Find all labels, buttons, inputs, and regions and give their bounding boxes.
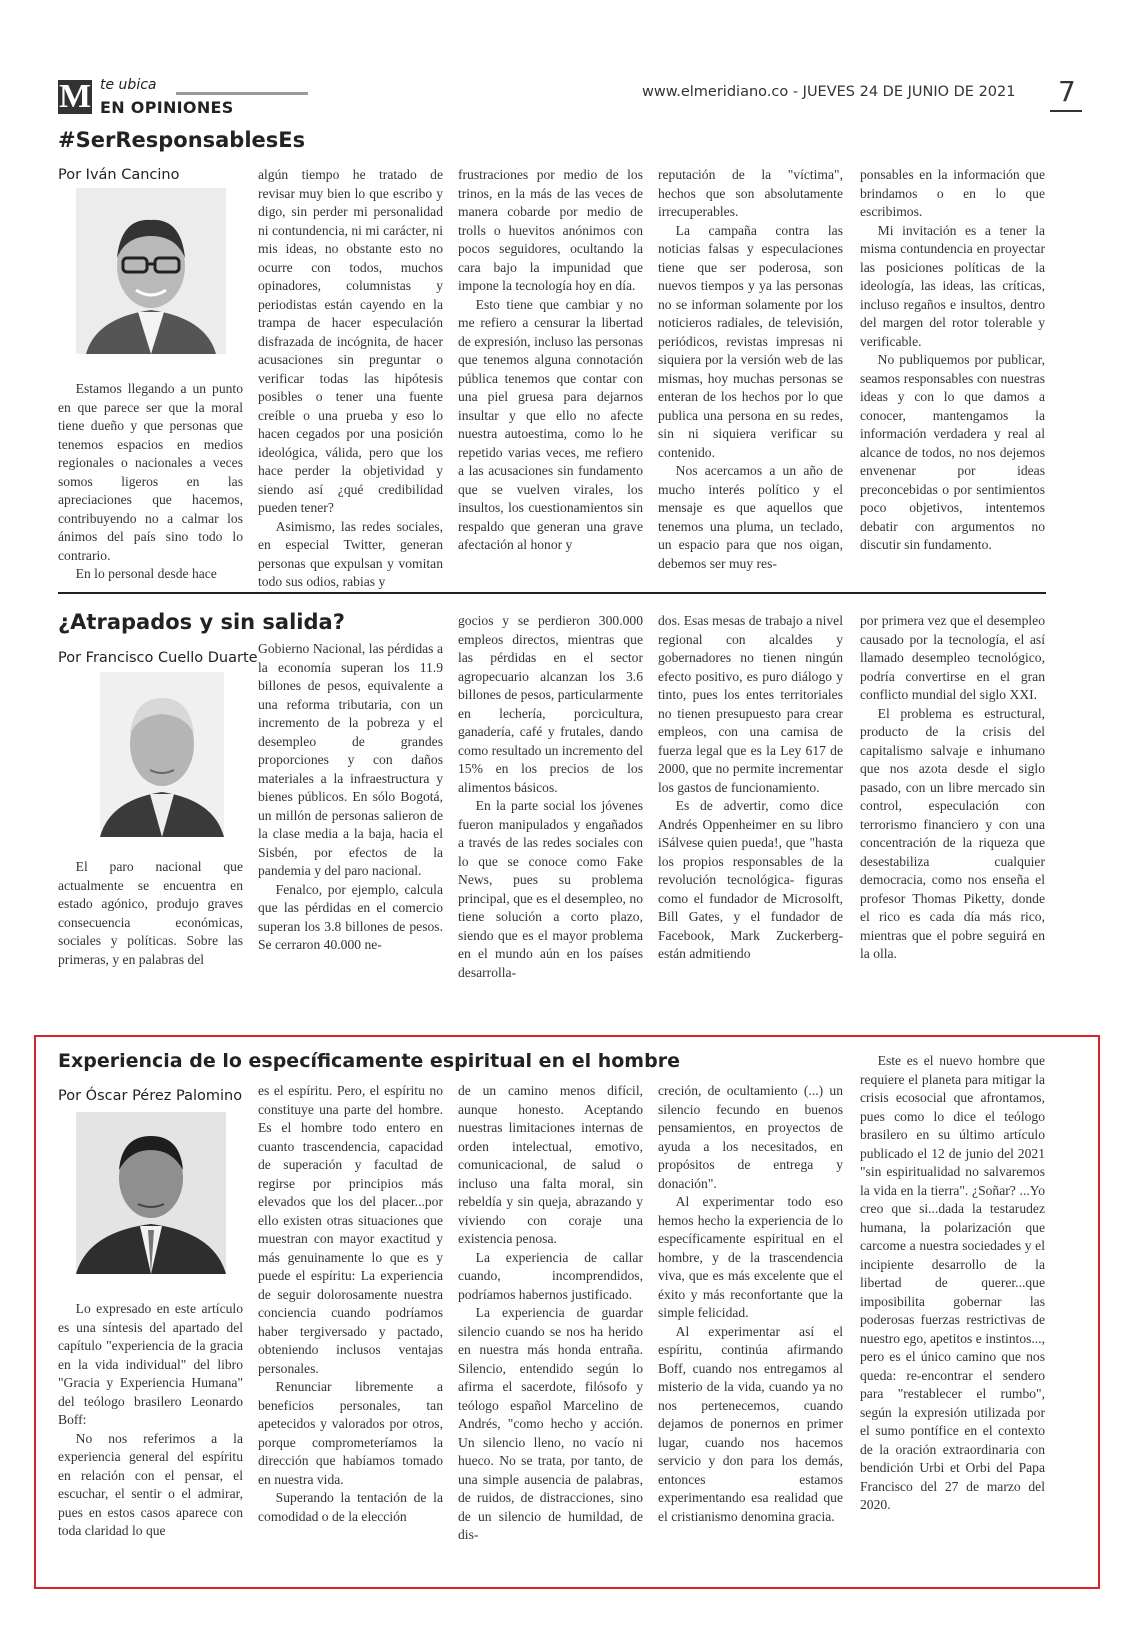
article-2-column-4 bbox=[658, 612, 843, 964]
paragraph: por primera vez que el desempleo causado por la tecnología, el así llamado desempleo tecnológico, podría convertirse en el gran conflicto mundial del siglo XXI. bbox=[860, 613, 1045, 702]
article-1-column-3 bbox=[458, 166, 643, 555]
paragraph: En la parte social los jóvenes fueron manipulados y engañados a través de las redes sociales con lo que se conoce como Fake News, pues su problema principal, que es el desempleo, no tiene solución a corto plazo, siendo que es el mayor problema en el mundo aún en los países desarrolla- bbox=[458, 798, 643, 980]
paragraph: Es de advertir, como dice Andrés Oppenheimer en su libro iSálvese quien pueda!, que "hasta los propios responsables de la revolución tecnológica- figuras como el fundador de Microsolft, Bill Gates, y el fundador de Facebook, Mark Zuckerberg- están admitiendo bbox=[658, 798, 843, 961]
article-3-title: Experiencia de lo específicamente espiritual en el hombre bbox=[58, 1050, 680, 1072]
author-portrait-1 bbox=[76, 188, 226, 354]
article-2-column-2 bbox=[258, 640, 443, 955]
paragraph: Estamos llegando a un punto en que parece ser que la moral tiene dueño y que personas que tenemos espacios en medios regionales o nacionales a veces somos ligeros en las apreciaciones que hacemos, contribuyendo no a calmar los ánimos del país sino todo lo contrario. bbox=[58, 381, 243, 563]
author-portrait-icon bbox=[76, 1112, 226, 1274]
article-1-column-5 bbox=[860, 166, 1045, 555]
paragraph: No publiquemos por publicar, seamos responsables con nuestras ideas y con lo que damos a conocer, mantengamos la información verdadera y real al alcance de todos, no nos dejemos envenenar por ideas preconcebidas o por sentimientos poco objetivos, intentemos debatir con argumentos no discutir sin fundamento. bbox=[860, 352, 1045, 552]
paragraph: Renunciar libremente a beneficios personales, tan apetecidos y valorados por otros, porque comprometeríamos la dirección que habíamos tomado en nuestra vida. bbox=[258, 1379, 443, 1487]
article-1-column-4 bbox=[658, 166, 843, 573]
paragraph: La experiencia de guardar silencio cuando se nos ha herido en nuestra más honda entraña. Silencio, entendido según lo afirma el sacerdote, filósofo y teólogo español Marcelino de Andrés, "como hecho y acción. Un silencio lleno, no vacío ni hueco. No se trata, por tanto, de una simple ausencia de palabras, de ruidos, de distracciones, sino de un silencio de humildad, de dis- bbox=[458, 1305, 643, 1542]
paragraph: Gobierno Nacional, las pérdidas a la economía superan los 11.9 billones de pesos, equivalente a una reforma tributaria, con un incremento de la pobreza y el desempleo de grandes proporciones y con daños materiales a la infraestructura y bienes públicos. En sólo Bogotá, un millón de personas salieron de la clase media a la baja, hacia el Sisbén, por efectos de la pandemia y del paro nacional. bbox=[258, 641, 443, 878]
paragraph: Al experimentar así el espíritu, continúa afirmando Boff, cuando nos entregamos al misterio de la vida, cuando ya no nos pertenecemos, cuando dejamos de ponernos en primer lugar, cuando nos hacemos servicio y don para los demás, entonces estamos experimentando esa realidad que el cristianismo denomina gracia. bbox=[658, 1323, 843, 1524]
paragraph: El paro nacional que actualmente se encuentra en estado agónico, produjo graves consecuencia económicas, sociales y políticas. Sobre las primeras, y en palabras del bbox=[58, 859, 243, 967]
article-2-column-3 bbox=[458, 612, 643, 982]
author-portrait-3 bbox=[76, 1112, 226, 1274]
paragraph: Fenalco, por ejemplo, calcula que las pérdidas en el comercio superan los 3.8 billones de pesos. Se cerraron 40.000 ne- bbox=[258, 881, 443, 952]
section-title: EN OPINIONES bbox=[100, 98, 234, 117]
article-1-title: #SerResponsablesEs bbox=[58, 128, 306, 152]
paragraph: Superando la tentación de la comodidad o de la elección bbox=[258, 1490, 443, 1524]
author-portrait-icon bbox=[76, 188, 226, 354]
paragraph: reputación de la "víctima", hechos que son absolutamente irrecuperables. bbox=[658, 167, 843, 219]
paragraph: La campaña contra las noticias falsas y especulaciones tiene que ser poderosa, son nuevos tiempos y ya las personas no se informan solamente por los noticieros radiales, de televisión, periódicos, revistas impresas ni siquiera por la versión web de las mismas, hoy muchas personas se enteran de los hechos por lo que publica una persona en su redes, sin ni siquiera verificar su contenido. bbox=[658, 222, 843, 460]
paragraph: es el espíritu. Pero, el espíritu no constituye una parte del hombre. Es el hombre todo entero en cuanto trascendencia, capacidad de superación y facultad de regirse por principios más elevados que los del placer...por ello existen otras situaciones que muestran con mayor exactitud y más genuinamente lo que es y puede el espíritu: La experiencia de seguir dolorosamente nuestra conciencia cuando podríamos haber tergiversado y pactado, obteniendo inclusos ventajas personales. bbox=[258, 1083, 443, 1376]
article-3-column-2 bbox=[258, 1082, 443, 1526]
article-1-column-1 bbox=[58, 380, 243, 584]
article-3-column-3 bbox=[458, 1082, 643, 1545]
article-2-column-1 bbox=[58, 858, 243, 969]
article-2-column-5 bbox=[860, 612, 1045, 964]
paragraph: La experiencia de callar cuando, incomprendidos, podríamos habernos justificado. bbox=[458, 1249, 643, 1302]
article-1-column-2 bbox=[258, 166, 443, 592]
paragraph: En lo personal desde hace bbox=[75, 566, 217, 581]
paragraph: Lo expresado en este artículo es una síntesis del apartado del capítulo "experiencia de la gracia en la vida individual" del libro "Gracia y Experiencia Humana" del teólogo brasilero Leonardo Boff: bbox=[58, 1301, 243, 1427]
masthead-tagline: te ubica bbox=[100, 77, 157, 93]
author-portrait-icon bbox=[100, 672, 224, 837]
paragraph: Esto tiene que cambiar y no me refiero a censurar la libertad de expresión, incluso las personas que tenemos alguna connotación pública tenemos que contar con una piel gruesa para dejarnos insultar y que ello no afecte nuestra autoestima, como lo he repetido varias veces, me refiero a las acusaciones sin fundamento que se vuelven virales, los insultos, los cuestionamientos sin respaldo que generan una grave afectación al honor y bbox=[458, 296, 643, 552]
paragraph: de un camino menos difícil, aunque honesto. Aceptando nuestras limitaciones internas de orden intelectual, emotivo, comunicacional, de salud o incluso una falta moral, sin rebeldía y sin queja, abrazando y viviendo con coraje una existencia penosa. bbox=[458, 1083, 643, 1246]
article-divider bbox=[58, 592, 1046, 594]
paragraph: ponsables en la información que brindamos o en lo que escribimos. bbox=[860, 167, 1045, 219]
paragraph: frustraciones por medio de los trinos, en la más de las veces de manera cobarde por medio de trolls o huevitos anónimos con pocos seguidores, ocultando la cara bajo la impunidad que impone la tecnología hoy en día. bbox=[458, 167, 643, 293]
paragraph: Asimismo, las redes sociales, en especial Twitter, generan personas que expulsan y vomitan todo sus odios, rabias y bbox=[258, 518, 443, 589]
paragraph: No nos referimos a la experiencia general del espíritu en relación con el pensar, el escuchar, el sentir o el admirar, pues en estos casos aparece con toda claridad lo que bbox=[58, 1430, 243, 1538]
paragraph: Al experimentar todo eso hemos hecho la experiencia de lo específicamente espiritual en el hombre, y de la trascendencia viva, que es más excelente que el éxito y más reconfortante que la simple felicidad. bbox=[658, 1194, 843, 1320]
paragraph: Nos acercamos a un año de mucho interés político y el mensaje es que aquellos que tenemos una pluma, un teclado, un espacio para que nos oigan, debemos ser muy res- bbox=[658, 463, 843, 571]
author-portrait-2 bbox=[100, 672, 224, 837]
paragraph: dos. Esas mesas de trabajo a nivel regional con alcaldes y gobernadores no tienen ningún efecto positivo, es puro diálogo y tinto, pues los entes territoriales no tienen presupuesto para crear empleos, con una camisa de fuerza legal que es la Ley 617 de 2000, que no permite incrementar los gastos de funcionamiento. bbox=[658, 613, 843, 795]
paragraph: El problema es estructural, producto de la crisis del capitalismo salvaje e inhumano que nos azota desde el siglo pasado, con un libre mercado sin control, especulación con terrorismo financiero y con una concentración de la riqueza que desestabiliza cualquier democracia, como nos enseña el profesor Thomas Piketty, donde el rico es cada día más rico, mientras que el pobre seguirá en la olla. bbox=[860, 705, 1045, 961]
page-number-rule bbox=[1050, 110, 1082, 112]
article-3-column-4 bbox=[658, 1082, 843, 1526]
masthead-logo: M bbox=[58, 78, 92, 115]
paragraph: Mi invitación es a tener la misma contundencia en proyectar las posiciones políticas de la ideología, las ideas, las críticas, incluso regaños e insultos, dentro del margen del rotor tolerable y verificable. bbox=[860, 222, 1045, 349]
page-number: 7 bbox=[1058, 75, 1076, 108]
site-date: www.elmeridiano.co - JUEVES 24 DE JUNIO DE 2021 bbox=[642, 84, 1016, 100]
paragraph: gocios y se perdieron 300.000 empleos directos, mientras que las pérdidas en el sector agropecuario alcanzan los 3.6 billones de pesos, particularmente en lechería, porcicultura, ganadería, café y frutales, dando como resultado un incremento del 15% en los precios de los alimentos básicos. bbox=[458, 613, 643, 795]
article-2-title: ¿Atrapados y sin salida? bbox=[58, 610, 345, 634]
paragraph: Este es el nuevo hombre que requiere el planeta para mitigar la crisis ecosocial que afrontamos, pues como lo dice el teólogo brasilero en su último artículo publicado el 12 de junio del 2021 "sin espiritualidad no salvaremos la vida en la tierra". ¿Soñar? ...Yo creo que si...dada la testarudez humana, la polarización que carcome a nuestra sociedades y el incipiente desarrollo de la libertad de querer...que imposibilita gobernar las poderosas fuerzas restrictivas de nuestro ego, apetitos e instintos..., pero es el único camino que nos queda: re-encontrar el sendero para "restablecer el rumbo", según la expresión utilizada por el sumo pontífice en el contexto de la oración extraordinaria con bendición Urbi et Orbi del Papa Francisco del 27 de marzo del 2020. bbox=[860, 1053, 1045, 1512]
tagline-divider bbox=[176, 92, 308, 95]
article-3-byline: Por Óscar Pérez Palomino bbox=[58, 1088, 243, 1104]
article-1-byline: Por Iván Cancino bbox=[58, 167, 180, 183]
article-3-column-1 bbox=[58, 1300, 243, 1541]
article-2-byline: Por Francisco Cuello Duarte bbox=[58, 650, 258, 666]
paragraph: creción, de ocultamiento (...) un silencio fecundo en buenos pensamientos, en proyectos de ayuda a los necesitados, en propósitos de entrega y donación". bbox=[658, 1083, 843, 1191]
article-3-column-5 bbox=[860, 1052, 1045, 1515]
paragraph: algún tiempo he tratado de revisar muy bien lo que escribo y digo, sin perder mi personalidad ni contundencia, ni mi carácter, ni mis ideas, no obstante esto no ocurre con todos, muchos opinadores, columnistas y periodistas están cayendo en la trampa de hacer especulación disfrazada de incógnita, de hacer acusaciones sin preguntar o verificar todas las hipótesis posibles o tener una fuente creíble o una prueba y eso lo hacen cegados por una posición ideológica, válida, pero que los hace perder la objetividad y siendo así ¿qué credibilidad pueden tener? bbox=[258, 167, 443, 515]
